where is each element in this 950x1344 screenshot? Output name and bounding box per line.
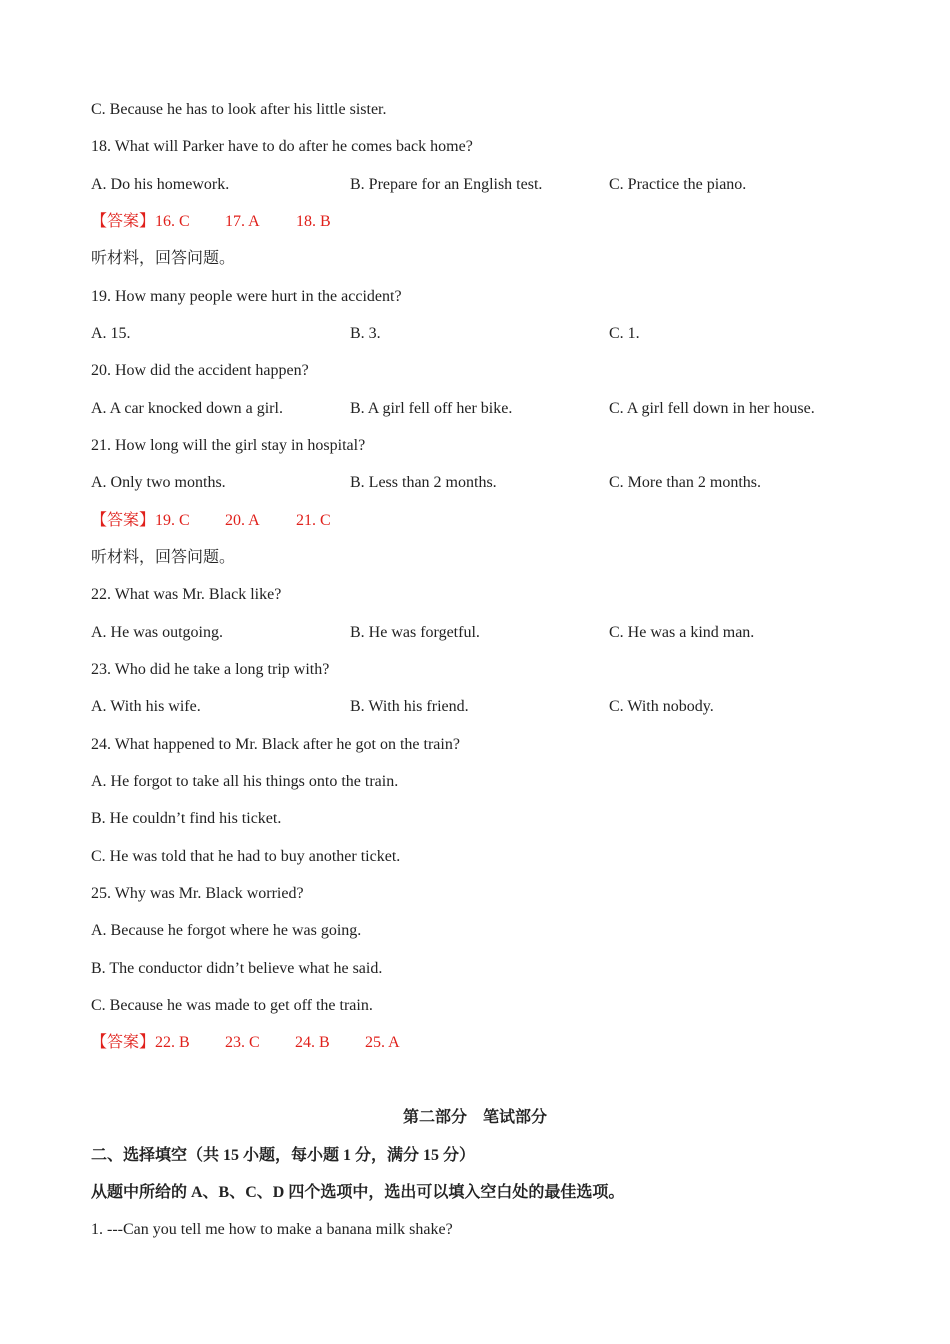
option-b: B. With his friend. [350,698,469,715]
option-c: C. More than 2 months. [609,474,761,491]
option-line: C. Because he has to look after his little sister. [91,101,387,118]
answer-label: 【答案】 [91,1034,156,1051]
answer-20: 20. A [225,512,260,529]
section-heading: 二、选择填空（共 15 小题，每小题 1 分，满分 15 分） [91,1147,476,1164]
answer-line-3 [91,1033,400,1053]
option-a: A. Do his homework. [91,176,230,193]
option-a: A. A car knocked down a girl. [91,400,283,417]
question-20: 20. How did the accident happen? [91,362,309,379]
answer-25: 25. A [365,1034,400,1051]
option-b: B. Less than 2 months. [350,474,497,491]
option-b: B. 3. [350,325,381,342]
part-title: 第二部分 笔试部分 [402,1109,547,1126]
option-c: C. 1. [609,325,640,342]
section-instruction: 从题中所给的 A、B、C、D 四个选项中，选出可以填入空白处的最佳选项。 [91,1184,625,1201]
answer-21: 21. C [296,512,331,529]
option-a: A. He forgot to take all his things onto the train. [91,773,399,790]
question-23: 23. Who did he take a long trip with? [91,661,330,678]
question-21: 21. How long will the girl stay in hospital? [91,437,366,454]
question-19: 19. How many people were hurt in the accident? [91,288,402,305]
option-a: A. He was outgoing. [91,624,223,641]
listen-instruction: 听材料，回答问题。 [91,250,236,267]
option-b: B. He was forgetful. [350,624,480,641]
answer-19: 19. C [155,512,190,529]
option-b: B. A girl fell off her bike. [350,400,513,417]
option-c: C. Practice the piano. [609,176,747,193]
option-b: B. The conductor didn’t believe what he said. [91,960,383,977]
answer-22: 22. B [155,1034,190,1051]
answer-line-2 [91,511,331,531]
option-c: C. With nobody. [609,698,714,715]
question-24: 24. What happened to Mr. Black after he got on the train? [91,736,460,753]
option-c: C. He was a kind man. [609,624,755,641]
option-c: C. Because he was made to get off the train. [91,997,373,1014]
option-a: A. Because he forgot where he was going. [91,922,362,939]
option-c: C. He was told that he had to buy another ticket. [91,848,401,865]
listen-instruction: 听材料，回答问题。 [91,549,236,566]
option-b: B. He couldn’t find his ticket. [91,810,282,827]
question-22: 22. What was Mr. Black like? [91,586,282,603]
answer-label: 【答案】 [91,213,156,230]
option-a: A. With his wife. [91,698,201,715]
answer-16: 16. C [155,213,190,230]
option-b: B. Prepare for an English test. [350,176,543,193]
answer-23: 23. C [225,1034,260,1051]
answer-18: 18. B [296,213,331,230]
answer-label: 【答案】 [91,512,156,529]
option-a: A. Only two months. [91,474,226,491]
answer-24: 24. B [295,1034,330,1051]
answer-line-1 [91,212,331,232]
option-c: C. A girl fell down in her house. [609,400,815,417]
question-1: 1. ---Can you tell me how to make a banana milk shake? [91,1221,453,1238]
question-18: 18. What will Parker have to do after he comes back home? [91,138,473,155]
answer-17: 17. A [225,213,260,230]
question-25: 25. Why was Mr. Black worried? [91,885,304,902]
option-a: A. 15. [91,325,131,342]
